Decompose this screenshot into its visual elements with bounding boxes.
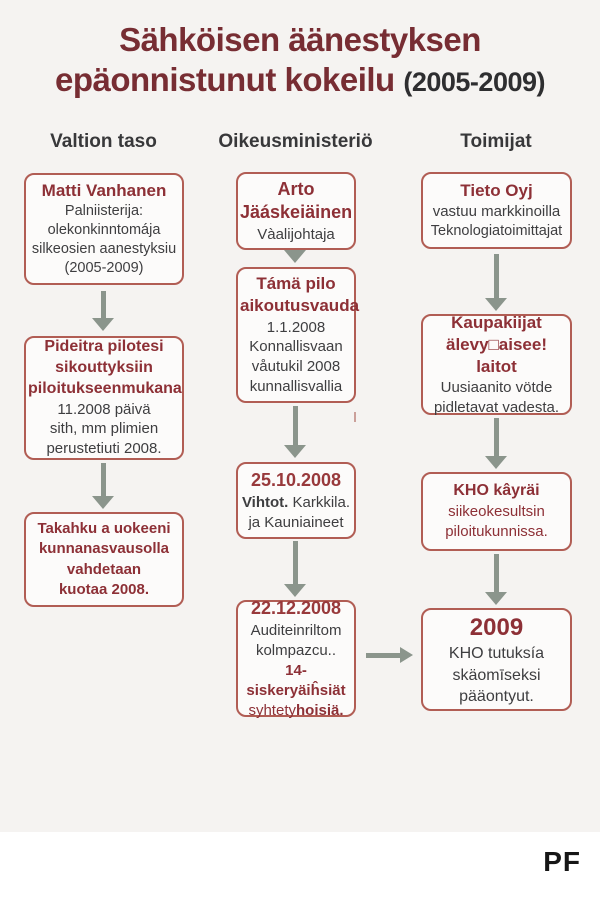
node-heading-line: Jäáskeiäinen [240,202,353,223]
node-matti-vanhanen [24,173,184,285]
arrow-down-icon [283,406,307,458]
node-heading-line: sikouttyksiin [55,358,153,376]
title-years: (2005-2009) [403,67,545,98]
node-red-line: Takahku a uokeeni [37,520,171,537]
node-body-line: olekonkinntomája [47,221,161,238]
node-red-line: 14-siskeryäiĥsiät [246,661,346,699]
node-body-line: Teknologiatoimittajat [430,222,563,239]
arrow-right-icon [366,646,413,664]
node-heading-line: aikoutusvauda [240,296,360,316]
node-body-line: KHO tutuksía [448,645,545,663]
arrow-down-icon [283,250,307,265]
node-body-line: pääontyut. [459,687,534,705]
node-red-line: kuotaa 2008. [58,580,150,598]
node-red-line [240,701,352,721]
stray-mark [354,412,356,422]
node-red-line: vahdetaan [66,560,142,578]
arrow-down-icon [484,254,508,311]
node-body-line: våutukil 2008 [251,358,341,376]
footer-strip [0,832,600,900]
arrow-down-icon [91,463,115,509]
node-heading: Matti Vanhanen [41,180,167,200]
node-date: 22.12.2008 [250,597,342,618]
pf-logo: PF [543,846,581,877]
node-heading: Tieto Oyj [460,180,533,200]
node-22-12-2008 [236,597,356,720]
node-body-rest: Karkkila. [288,494,351,512]
node-2009-kho [421,608,572,711]
node-body-line: 11.2008 päivä [57,400,151,418]
node-body-line [240,493,352,513]
node-body-line: skäomīseksi [452,666,541,684]
node-body-line: 1.1.2008 [266,318,326,336]
title-line-2-text: epäonnistunut kokeilu [55,61,395,99]
node-kaupakiijat [421,314,572,415]
node-body-line: Palniisterija: [64,202,144,219]
column-header-valtion-taso: Valtion taso [50,131,157,152]
arrow-down-icon [484,418,508,469]
node-body-line: Vàalijohtaja [257,225,335,243]
node-heading-line: Kaupakiijat [451,312,542,332]
arrow-down-icon [91,291,115,331]
node-red-bold: hoisiä. [296,702,344,720]
node-heading-line: Arto [277,178,315,199]
node-red-line: siikeokesultsin [448,502,545,520]
node-kho-kayrai [421,472,572,551]
title-line-1: Sähköisen äänestyksen [119,21,481,58]
node-body-bold: Vihtot. [241,494,289,512]
node-body-line: Konnallisvaan [249,338,343,356]
node-tama-pilo [236,267,360,403]
node-body-line: (2005-2009) [64,260,144,277]
node-body-line: kolmpazcu.. [255,641,337,659]
node-tieto-oyj [421,172,572,249]
node-heading-line: KHO kâyräi [453,481,540,499]
node-takahku [24,512,184,607]
title-line-2 [0,60,600,100]
node-pideitra-pilotesi [24,336,184,460]
node-body-line: sith, mm plimien [49,420,159,438]
node-body-line: Auditeinriltom [250,621,342,639]
arrow-down-icon [283,541,307,597]
node-body-line: pidletavat vadesta. [433,398,560,416]
column-header-toimijat: Toimijat [460,131,532,152]
node-25-10-2008 [236,462,356,539]
node-heading-line: älevy□aisee! laitot [445,334,547,376]
node-body-line: perustetiuti 2008. [46,440,162,458]
column-header-oikeusministerio: Oikeusministeriö [218,131,373,152]
node-body-line: vastuu markkinoilla [432,203,561,221]
node-body-line: Uusiaanito vötde [440,378,553,396]
arrow-down-icon [484,554,508,605]
node-red-normal: syhtety [248,702,296,720]
node-heading-line: Pideitra pilotesi [44,338,164,356]
node-heading-line: Támä pilo [256,274,336,294]
node-heading-line: piloitukseenmukana [28,379,182,397]
page-title [0,20,600,101]
node-date: 25.10.2008 [250,470,342,491]
node-arto-jaaskelainen [236,172,356,250]
node-body-line: ja Kauniaineet [248,514,344,532]
node-red-line: kunnanasvausolla [38,540,170,558]
node-year: 2009 [469,614,524,642]
node-body-line: silkeosien aanestyksiu [31,241,177,258]
node-body-line: kunnallisvallia [249,377,343,395]
node-red-line: piloitukunnissa. [445,522,548,540]
